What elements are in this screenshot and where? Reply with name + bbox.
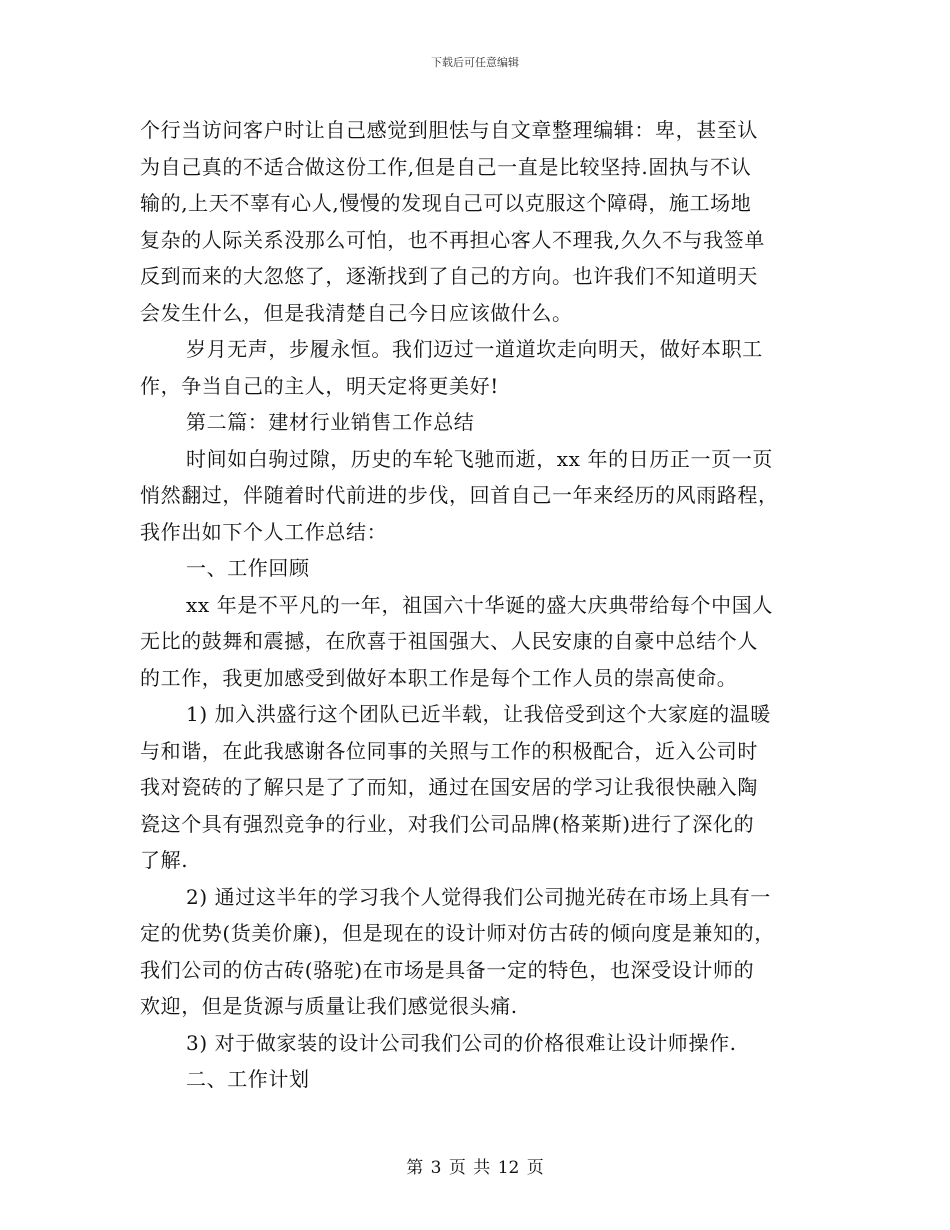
- text-line: 瓷这个具有强烈竞争的行业，对我们公司品牌(格莱斯)进行了深化的: [140, 811, 755, 836]
- text-line: 我对瓷砖的了解只是了了而知，通过在国安居的学习让我很快融入陶: [140, 775, 758, 799]
- text-line: 为自己真的不适合做这份工作,但是自己一直是比较坚持.固执与不认: [140, 154, 752, 179]
- text-line: 岁月无声，步履永恒。我们迈过一道道坎走向明天，做好本职工: [186, 337, 763, 361]
- text-line: 2) 通过这半年的学习我个人觉得我们公司抛光砖在市场上具有一: [186, 884, 771, 909]
- text-line: 3) 对于做家装的设计公司我们公司的价格很难让设计师操作.: [186, 1030, 737, 1055]
- text-line: 1) 加入洪盛行这个团队已近半载，让我倍受到这个大家庭的温暖: [186, 702, 771, 726]
- text-line: 输的,上天不辜有心人,慢慢的发现自己可以克服这个障碍，施工场地: [140, 191, 752, 215]
- text-line: 反到而来的大忽悠了，逐渐找到了自己的方向。也许我们不知道明天: [140, 264, 758, 288]
- text-line: 了解.: [140, 848, 189, 872]
- text-line: 定的优势(货美价廉)，但是现在的设计师对仿古砖的倾向度是兼知的，: [140, 921, 775, 945]
- text-line: 复杂的人际关系没那么可怕，也不再担心客人不理我,久久不与我签单: [140, 227, 765, 252]
- text-line: 作，争当自己的主人，明天定将更美好!: [140, 373, 499, 398]
- document-body: [140, 112, 812, 1098]
- text-line: xx 年是不平凡的一年，祖国六十华诞的盛大庆典带给每个中国人: [186, 592, 773, 617]
- text-line: 一、工作回顾: [186, 556, 310, 580]
- text-line: 欢迎，但是货源与质量让我们感觉很头痛.: [140, 994, 518, 1018]
- page-footer: 第 3 页 共 12 页: [406, 1158, 544, 1178]
- text-line: 无比的鼓舞和震撼，在欣喜于祖国强大、人民安康的自豪中总结个人: [140, 629, 758, 653]
- text-line: 与和谐，在此我感谢各位同事的关照与工作的积极配合，近入公司时: [140, 738, 758, 763]
- text-line: 二、工作计划: [186, 1067, 310, 1091]
- text-line: 会发生什么，但是我清楚自己今日应该做什么。: [140, 300, 573, 325]
- text-line: 我们公司的仿古砖(骆驼)在市场是具备一定的特色，也深受设计师的: [140, 957, 755, 982]
- text-line: 的工作，我更加感受到做好本职工作是每个工作人员的崇高使命。: [140, 665, 738, 690]
- text-line: 时间如白驹过隙，历史的车轮飞驰而逝，xx 年的日历正一页一页: [186, 446, 773, 471]
- text-line: 我作出如下个人工作总结：: [140, 519, 388, 544]
- page-header: 下载后可任意编辑: [431, 56, 519, 69]
- text-line: 悄然翻过，伴随着时代前进的步伐，回首自己一年来经历的风雨路程，: [140, 483, 779, 507]
- text-line: 第二篇：建材行业销售工作总结: [186, 410, 475, 434]
- text-line: 个行当访问客户时让自己感觉到胆怯与自文章整理编辑：卑，甚至认: [140, 118, 758, 142]
